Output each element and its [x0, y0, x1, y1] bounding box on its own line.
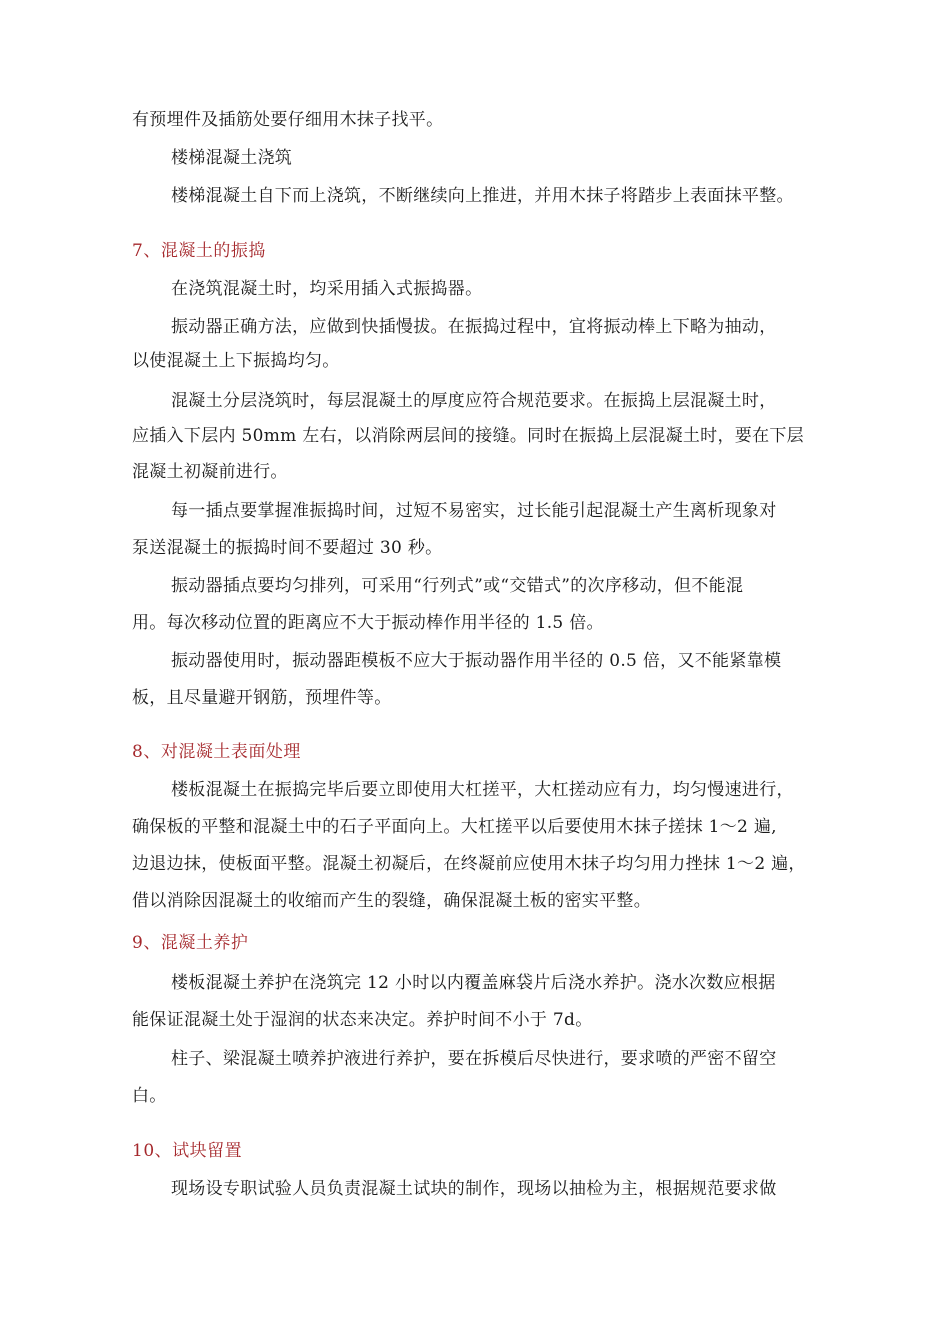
paragraph-line: 以使混凝土上下振捣均匀。	[132, 351, 340, 371]
section-heading-9: 9、混凝土养护	[132, 933, 249, 953]
paragraph-line: 有预埋件及插筋处要仔细用木抹子找平。	[132, 110, 444, 130]
paragraph-line: 白。	[132, 1086, 167, 1106]
paragraph-line: 振动器正确方法，应做到快插慢拔。在振捣过程中，宜将振动棒上下略为抽动，	[171, 317, 777, 337]
paragraph-line: 板，且尽量避开钢筋，预埋件等。	[132, 688, 392, 708]
paragraph-line: 在浇筑混凝土时，均采用插入式振捣器。	[171, 279, 483, 299]
paragraph-line: 楼板混凝土在振捣完毕后要立即使用大杠搓平，大杠搓动应有力，均匀慢速进行，	[171, 780, 794, 800]
paragraph-line: 混凝土分层浇筑时，每层混凝土的厚度应符合规范要求。在振捣上层混凝土时，	[171, 391, 777, 411]
paragraph-line: 用。每次移动位置的距离应不大于振动棒作用半径的 1.5 倍。	[132, 613, 604, 633]
paragraph-line: 应插入下层内 50mm 左右，以消除两层间的接缝。同时在振捣上层混凝土时，要在下层	[132, 426, 804, 446]
paragraph-line: 借以消除因混凝土的收缩而产生的裂缝，确保混凝土板的密实平整。	[132, 891, 651, 911]
subheading-stair-pouring: 楼梯混凝土浇筑	[171, 148, 293, 168]
section-heading-10: 10、试块留置	[132, 1141, 243, 1161]
paragraph-line: 振动器使用时，振动器距模板不应大于振动器作用半径的 0.5 倍，又不能紧靠模	[171, 651, 782, 671]
section-heading-8: 8、对混凝土表面处理	[132, 742, 301, 762]
section-heading-7: 7、混凝土的振捣	[132, 241, 266, 261]
paragraph-line: 振动器插点要均匀排列，可采用“行列式”或“交错式”的次序移动，但不能混	[171, 576, 744, 596]
paragraph-line: 每一插点要掌握准振捣时间，过短不易密实，过长能引起混凝土产生离析现象对	[171, 501, 777, 521]
paragraph-line: 楼板混凝土养护在浇筑完 12 小时以内覆盖麻袋片后浇水养护。浇水次数应根据	[171, 973, 776, 993]
paragraph-line: 现场设专职试验人员负责混凝土试块的制作，现场以抽检为主，根据规范要求做	[171, 1179, 777, 1199]
paragraph-line: 确保板的平整和混凝土中的石子平面向上。大杠搓平以后要使用木抹子搓抹 1〜2 遍,	[132, 817, 777, 837]
paragraph-line: 混凝土初凝前进行。	[132, 462, 288, 482]
paragraph-line: 泵送混凝土的振捣时间不要超过 30 秒。	[132, 538, 443, 558]
paragraph-line: 柱子、梁混凝土喷养护液进行养护，要在拆模后尽快进行，要求喷的严密不留空	[171, 1049, 777, 1069]
paragraph-line: 楼梯混凝土自下而上浇筑，不断继续向上推进，并用木抹子将踏步上表面抹平整。	[171, 186, 794, 206]
paragraph-line: 能保证混凝土处于湿润的状态来决定。养护时间不小于 7d。	[132, 1010, 593, 1030]
paragraph-line: 边退边抹，使板面平整。混凝土初凝后，在终凝前应使用木抹子均匀用力挫抹 1〜2 遍，	[132, 854, 806, 874]
